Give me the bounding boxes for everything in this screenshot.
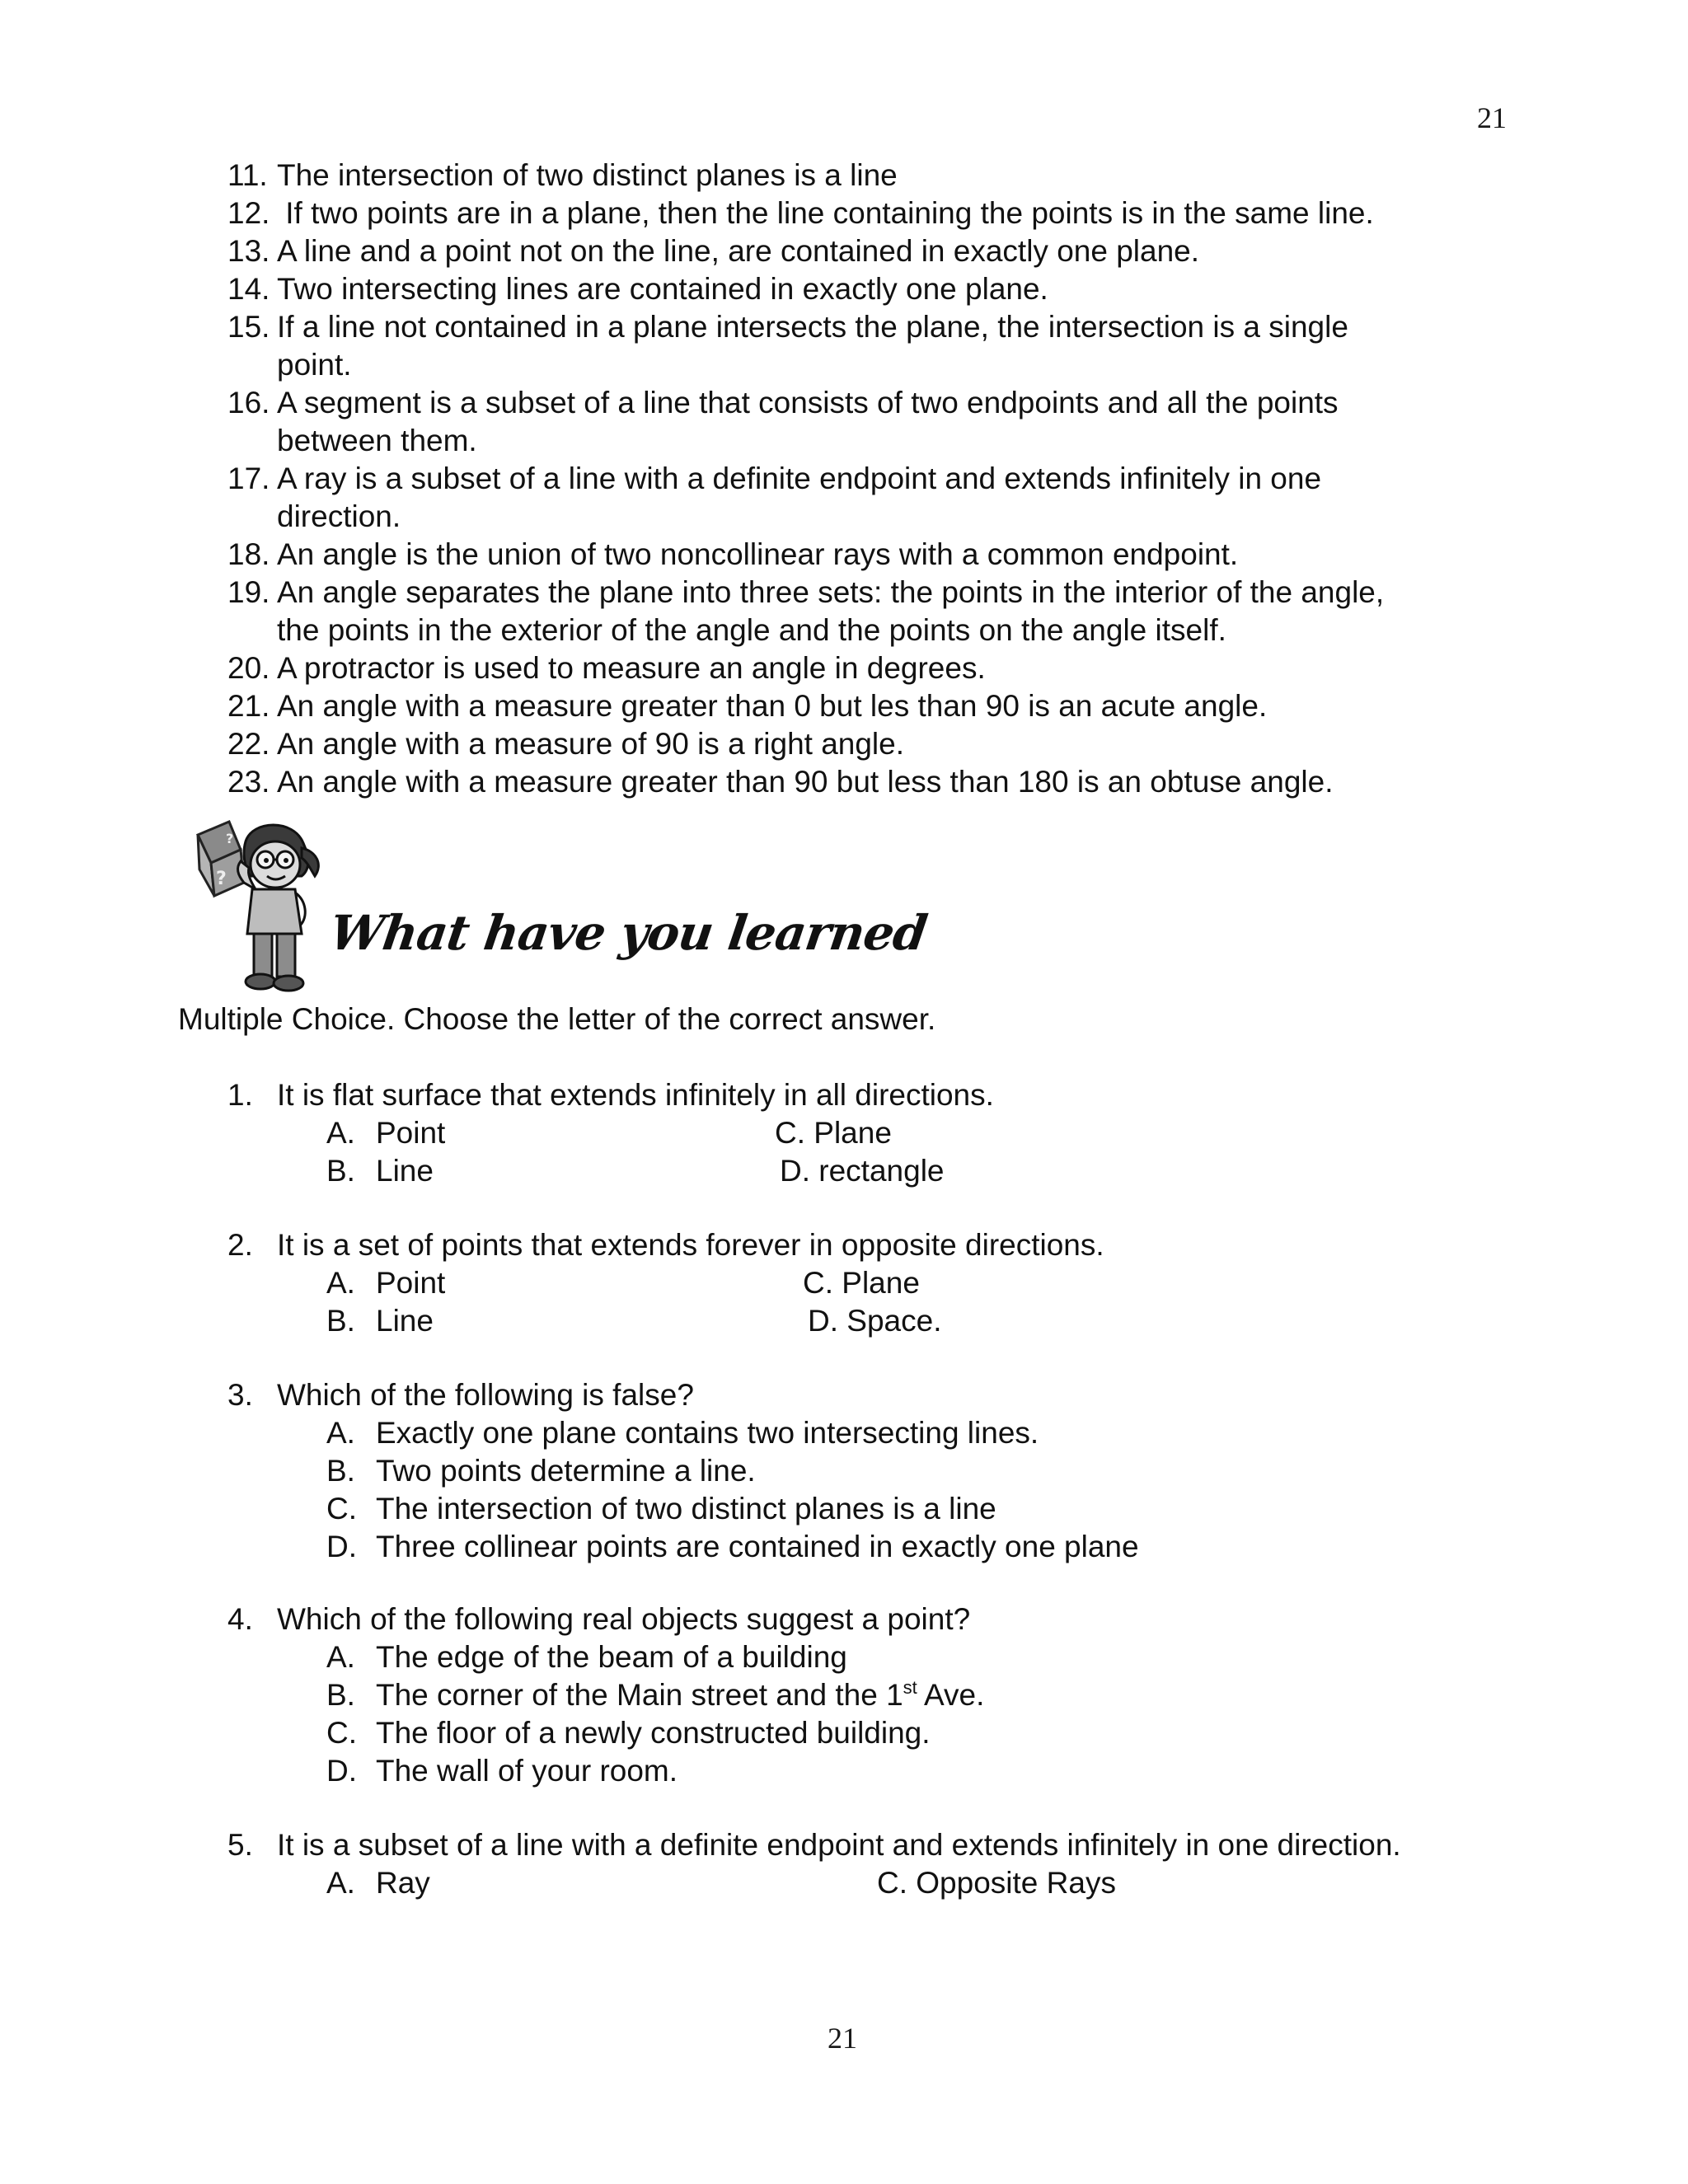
question-text: It is a set of points that extends forever in opposite directions. xyxy=(277,1228,1104,1262)
statement-text: An angle is the union of two noncollinear rays with a common endpoint. xyxy=(277,537,1239,571)
question-text: Which of the following real objects suggest a point? xyxy=(277,1602,971,1636)
option-text-after: Ave. xyxy=(917,1678,985,1712)
option-letter: A. xyxy=(326,1116,355,1150)
statement-text: An angle with a measure greater than 0 but les than 90 is an acute angle. xyxy=(277,689,1268,723)
option-text xyxy=(376,1676,984,1714)
option-text: The edge of the beam of a building xyxy=(376,1640,847,1674)
section-title: What have you learned xyxy=(326,905,931,961)
statement-text: An angle separates the plane into three sets: the points in the interior of the angle, xyxy=(277,575,1385,609)
option-letter: A. xyxy=(326,1866,355,1900)
statement-text: If two points are in a plane, then the line containing the points is in the same line. xyxy=(277,196,1374,230)
option-text: The intersection of two distinct planes is a line xyxy=(376,1492,996,1526)
option-d xyxy=(780,1152,945,1190)
option-text: Point xyxy=(376,1266,446,1300)
statement-text: If a line not contained in a plane intersects the plane, the intersection is a single xyxy=(277,310,1348,344)
option-letter: A. xyxy=(326,1266,355,1300)
statement-text-continued: direction. xyxy=(277,499,401,533)
question-text: It is flat surface that extends infinitely in all directions. xyxy=(277,1078,994,1112)
option-text: Opposite Rays xyxy=(916,1866,1116,1900)
page-number-bottom: 21 xyxy=(828,2022,857,2055)
statement-number: 19. xyxy=(227,575,270,609)
statement-number: 17. xyxy=(227,462,270,495)
option-letter: C. xyxy=(326,1716,357,1750)
statement-number: 21. xyxy=(227,689,270,723)
option-letter: C. xyxy=(775,1116,805,1150)
question-number: 3. xyxy=(227,1378,253,1412)
statement-item xyxy=(227,460,1497,536)
statement-text: A line and a point not on the line, are contained in exactly one plane. xyxy=(277,234,1200,268)
statement-text: A ray is a subset of a line with a definite endpoint and extends infinitely in one xyxy=(277,462,1322,495)
option-letter: B. xyxy=(326,1454,355,1488)
option-c xyxy=(877,1864,1116,1902)
statement-item xyxy=(227,308,1497,384)
ordinal-suffix: st xyxy=(903,1677,917,1698)
option-text: The wall of your room. xyxy=(376,1754,678,1788)
statement-text: An angle with a measure greater than 90 but less than 180 is an obtuse angle. xyxy=(277,765,1334,799)
statement-item xyxy=(227,157,1497,194)
page-number-top: 21 xyxy=(1477,101,1507,134)
option-text: Point xyxy=(376,1116,446,1150)
question-number: 2. xyxy=(227,1228,253,1262)
option-letter: C. xyxy=(803,1266,833,1300)
option-d xyxy=(808,1302,941,1340)
option-text: Two points determine a line. xyxy=(376,1454,756,1488)
statement-text: A segment is a subset of a line that consists of two endpoints and all the points xyxy=(277,386,1339,419)
option-letter: D. xyxy=(780,1154,810,1188)
option-text-main: The corner of the Main street and the 1 xyxy=(376,1678,903,1712)
statement-number: 14. xyxy=(227,272,270,306)
question-number: 4. xyxy=(227,1602,253,1636)
statement-text: The intersection of two distinct planes is a line xyxy=(277,158,898,192)
svg-text:?: ? xyxy=(216,869,227,889)
statement-text-continued: point. xyxy=(277,348,352,382)
option-text: Ray xyxy=(376,1866,430,1900)
statement-number: 20. xyxy=(227,651,270,685)
question-number: 5. xyxy=(227,1828,253,1862)
statement-number: 23. xyxy=(227,765,270,799)
option-text: Exactly one plane contains two intersecting lines. xyxy=(376,1416,1039,1450)
option-letter: C. xyxy=(326,1492,357,1526)
statement-item xyxy=(227,687,1497,725)
statement-text-continued: between them. xyxy=(277,424,477,457)
option-c xyxy=(803,1264,920,1302)
svg-text:?: ? xyxy=(226,831,234,846)
option-text: rectangle xyxy=(818,1154,945,1188)
statement-item xyxy=(227,649,1497,687)
option-letter: A. xyxy=(326,1416,355,1450)
option-letter: D. xyxy=(326,1754,357,1788)
statement-number: 13. xyxy=(227,234,270,268)
statement-text-continued: the points in the exterior of the angle and the points on the angle itself. xyxy=(277,613,1226,647)
option-text: Plane xyxy=(842,1266,920,1300)
option-letter: B. xyxy=(326,1304,355,1338)
statement-number: 12. xyxy=(227,196,270,230)
option-letter: D. xyxy=(326,1530,357,1563)
statement-item xyxy=(227,763,1497,801)
statement-list xyxy=(227,157,1497,801)
statement-number: 11. xyxy=(227,158,268,192)
option-text: Plane xyxy=(814,1116,892,1150)
option-c xyxy=(775,1114,892,1152)
option-text: Three collinear points are contained in exactly one plane xyxy=(376,1530,1139,1563)
instructions: Multiple Choice. Choose the letter of the correct answer. xyxy=(178,1002,936,1036)
question-text: Which of the following is false? xyxy=(277,1378,694,1412)
statement-number: 15. xyxy=(227,310,270,344)
option-text: Space. xyxy=(846,1304,942,1338)
statement-item xyxy=(227,536,1497,574)
statement-number: 16. xyxy=(227,386,270,419)
question-text: It is a subset of a line with a definite endpoint and extends infinitely in one direction. xyxy=(277,1828,1401,1862)
option-letter: A. xyxy=(326,1640,355,1674)
girl-carrying-question-box-icon xyxy=(186,810,326,996)
option-text: The floor of a newly constructed building. xyxy=(376,1716,931,1750)
statement-item xyxy=(227,194,1497,232)
statement-text: A protractor is used to measure an angle in degrees. xyxy=(277,651,986,685)
statement-item xyxy=(227,574,1497,649)
statement-item xyxy=(227,232,1497,270)
option-letter: B. xyxy=(326,1154,355,1188)
statement-number: 22. xyxy=(227,727,270,761)
option-letter: B. xyxy=(326,1678,355,1712)
statement-number: 18. xyxy=(227,537,270,571)
option-text: Line xyxy=(376,1154,434,1188)
statement-text: Two intersecting lines are contained in exactly one plane. xyxy=(277,272,1048,306)
statement-item xyxy=(227,725,1497,763)
statement-item xyxy=(227,270,1497,308)
statement-item xyxy=(227,384,1497,460)
question-number: 1. xyxy=(227,1078,253,1112)
option-text: Line xyxy=(376,1304,434,1338)
statement-text: An angle with a measure of 90 is a right angle. xyxy=(277,727,905,761)
option-letter: C. xyxy=(877,1866,907,1900)
option-letter: D. xyxy=(808,1304,838,1338)
